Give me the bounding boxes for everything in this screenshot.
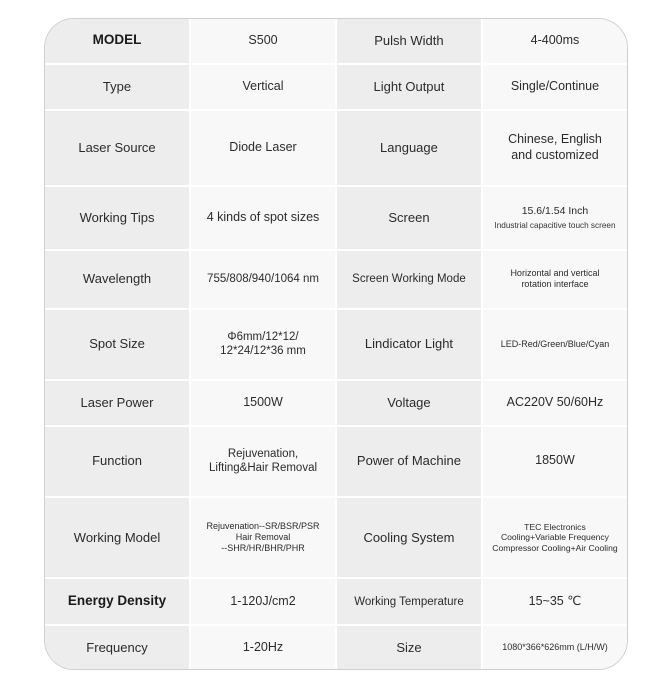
label-pulse-width: Pulsh Width xyxy=(336,19,482,64)
value-screen-type: Industrial capacitive touch screen xyxy=(494,220,616,230)
value-function-line: Rejuvenation, xyxy=(227,447,299,460)
label-wavelength: Wavelength xyxy=(45,250,190,308)
value-wavelength: 755/808/940/1064 nm xyxy=(190,250,336,308)
value-language-line: and customized xyxy=(511,147,599,162)
value-spot-size-line: 12*24/12*36 mm xyxy=(220,345,306,358)
table-row xyxy=(45,19,627,64)
value-spot-size xyxy=(190,309,336,380)
label-laser-power: Laser Power xyxy=(45,380,190,426)
value-size: 1080*366*626mm (L/H/W) xyxy=(482,625,627,669)
label-working-temperature: Working Temperature xyxy=(336,578,482,625)
label-indicator-light: Lindicator Light xyxy=(336,309,482,380)
table-row xyxy=(45,186,627,250)
value-screen xyxy=(482,186,627,250)
label-function: Function xyxy=(45,426,190,497)
value-cooling-system xyxy=(482,497,627,579)
value-working-model xyxy=(190,497,336,579)
label-screen: Screen xyxy=(336,186,482,250)
label-model: MODEL xyxy=(45,19,190,64)
label-screen-working-mode: Screen Working Mode xyxy=(336,250,482,308)
table-row xyxy=(45,110,627,186)
table-row xyxy=(45,250,627,308)
table-row xyxy=(45,309,627,380)
value-voltage: AC220V 50/60Hz xyxy=(482,380,627,426)
value-energy-density: 1-120J/cm2 xyxy=(190,578,336,625)
label-cooling-system: Cooling System xyxy=(336,497,482,579)
value-cooling-system-line: Compressor Cooling+Air Cooling xyxy=(492,543,618,554)
table-row xyxy=(45,380,627,426)
label-spot-size: Spot Size xyxy=(45,309,190,380)
value-cooling-system-line: Cooling+Variable Frequency xyxy=(500,532,609,543)
label-working-tips: Working Tips xyxy=(45,186,190,250)
value-laser-power: 1500W xyxy=(190,380,336,426)
label-light-output: Light Output xyxy=(336,64,482,110)
value-language-line: Chinese, English xyxy=(508,132,602,147)
value-working-model-line: Hair Removal xyxy=(235,532,291,543)
value-power-of-machine: 1850W xyxy=(482,426,627,497)
label-working-model: Working Model xyxy=(45,497,190,579)
label-frequency: Frequency xyxy=(45,625,190,669)
value-screen-size: 15.6/1.54 Inch xyxy=(521,205,589,218)
value-working-model-line: --SHR/HR/BHR/PHR xyxy=(221,543,305,554)
value-spot-size-line: Φ6mm/12*12/ xyxy=(227,330,299,343)
value-screen-working-mode xyxy=(482,250,627,308)
table-row xyxy=(45,64,627,110)
table-row xyxy=(45,497,627,579)
value-pulse-width: 4-400ms xyxy=(482,19,627,64)
value-frequency: 1-20Hz xyxy=(190,625,336,669)
value-working-model-line: Rejuvenation--SR/BSR/PSR xyxy=(206,520,320,531)
value-function xyxy=(190,426,336,497)
value-function-line: Lifting&Hair Removal xyxy=(209,462,318,475)
table-row xyxy=(45,625,627,669)
label-laser-source: Laser Source xyxy=(45,110,190,186)
label-language: Language xyxy=(336,110,482,186)
label-type: Type xyxy=(45,64,190,110)
value-working-temperature: 15~35 ℃ xyxy=(482,578,627,625)
label-voltage: Voltage xyxy=(336,380,482,426)
value-screen-working-mode-line: rotation interface xyxy=(521,279,589,290)
table-row xyxy=(45,578,627,625)
value-working-tips: 4 kinds of spot sizes xyxy=(190,186,336,250)
value-light-output: Single/Continue xyxy=(482,64,627,110)
label-power-of-machine: Power of Machine xyxy=(336,426,482,497)
value-indicator-light: LED-Red/Green/Blue/Cyan xyxy=(482,309,627,380)
value-model: S500 xyxy=(190,19,336,64)
value-type: Vertical xyxy=(190,64,336,110)
value-cooling-system-line: TEC Electronics xyxy=(524,521,586,532)
value-language xyxy=(482,110,627,186)
value-laser-source: Diode Laser xyxy=(190,110,336,186)
label-energy-density: Energy Density xyxy=(45,578,190,625)
value-screen-working-mode-line: Horizontal and vertical xyxy=(510,268,600,279)
table-row xyxy=(45,426,627,497)
spec-table xyxy=(45,19,627,669)
spec-table-frame xyxy=(44,18,628,670)
label-size: Size xyxy=(336,625,482,669)
